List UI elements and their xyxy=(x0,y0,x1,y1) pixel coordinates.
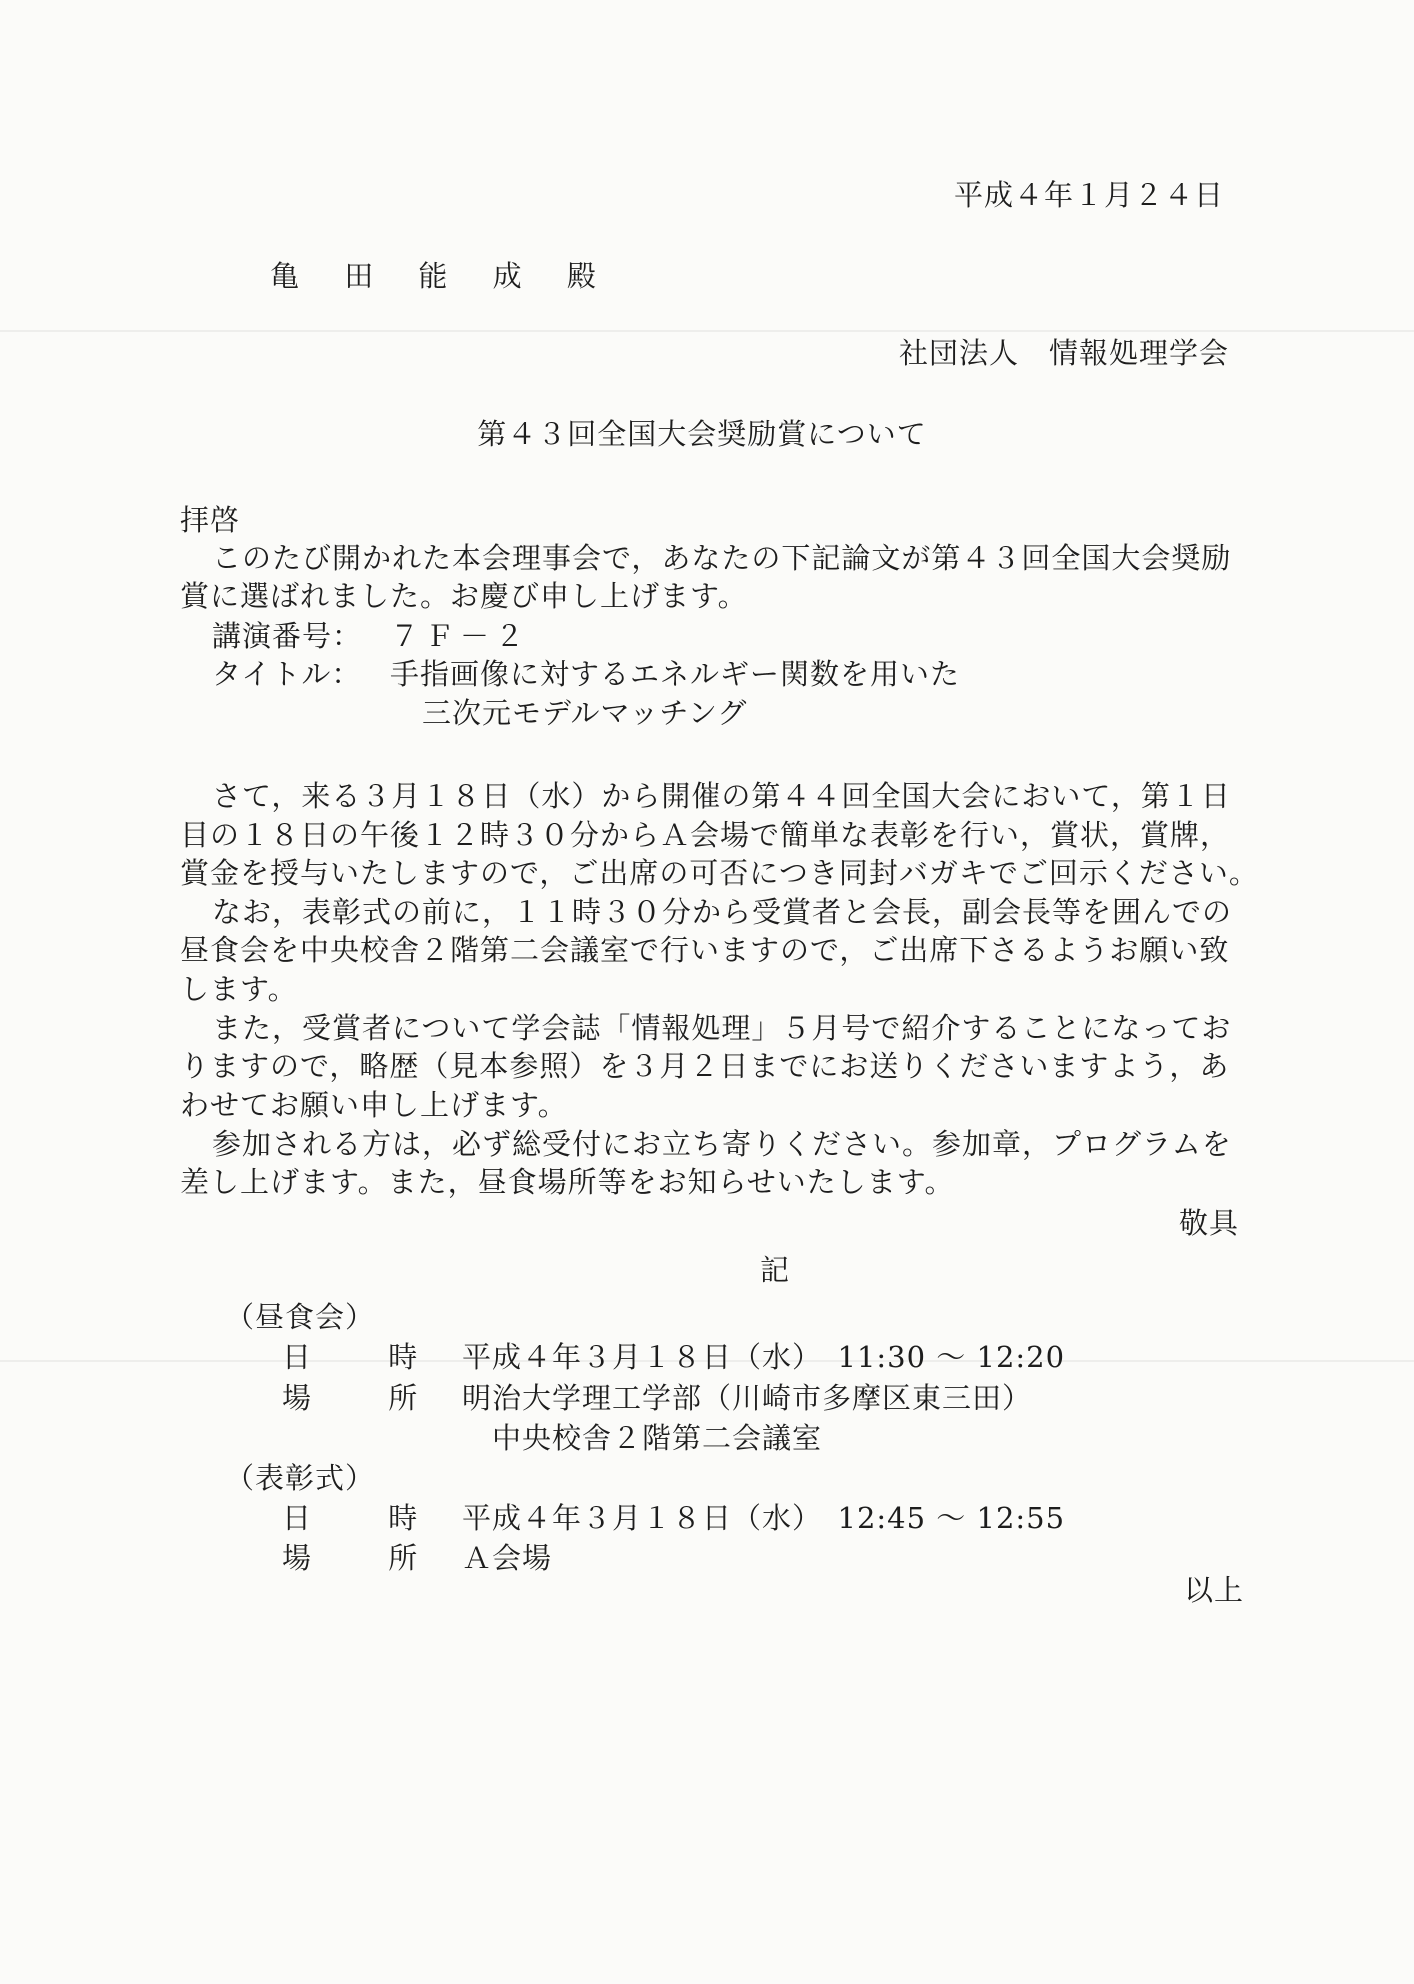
letter-date: 平成４年１月２４日 xyxy=(953,178,1224,212)
closing-keigu: 敬具 xyxy=(1178,1206,1239,1240)
ceremony-place-label: 場 所 xyxy=(282,1541,452,1575)
lecture-number-value: ７Ｆ－２ xyxy=(390,619,531,653)
para4-line2: りますので，略歴（見本参照）を３月２日までにお送りくださいますよう，あ xyxy=(180,1049,1230,1083)
paper-title-line1: 手指画像に対するエネルギー関数を用いた xyxy=(390,657,961,691)
ki-heading: 記 xyxy=(760,1253,791,1287)
paper-fold-line xyxy=(0,330,1414,332)
salutation: 拝啓 xyxy=(180,503,241,537)
lunch-heading: （昼食会） xyxy=(225,1300,376,1334)
letter-subject-text: 第４３回全国大会奨励賞について xyxy=(477,417,927,451)
lunch-time-value: 平成４年３月１８日（水） 11:30 ～ 12:20 xyxy=(462,1340,1066,1374)
lecture-number-label: 講演番号： xyxy=(212,619,363,653)
ceremony-time-value: 平成４年３月１８日（水） 12:45 ～ 12:55 xyxy=(462,1501,1066,1535)
para2-line1: さて，来る３月１８日（水）から開催の第４４回全国大会において，第１日 xyxy=(212,779,1231,813)
ceremony-time-label: 日 時 xyxy=(282,1501,452,1535)
paper-title-line2: 三次元モデルマッチング xyxy=(422,696,748,730)
ceremony-place-value: Ａ会場 xyxy=(462,1541,553,1575)
paper-title-label: タイトル： xyxy=(212,657,362,691)
para3-line2: 昼食会を中央校舎２階第二会議室で行いますので，ご出席下さるようお願い致 xyxy=(180,933,1230,967)
lunch-time-label: 日 時 xyxy=(282,1340,452,1374)
para1-line2: 賞に選ばれました。お慶び申し上げます。 xyxy=(180,579,748,613)
ceremony-heading: （表彰式） xyxy=(225,1461,376,1495)
lunch-place-line1: 明治大学理工学部（川崎市多摩区東三田） xyxy=(462,1381,1033,1415)
para3-line1: なお，表彰式の前に，１１時３０分から受賞者と会長，副会長等を囲んでの xyxy=(212,895,1233,929)
lunch-place-line2: 中央校舎２階第二会議室 xyxy=(492,1421,823,1455)
closing-ijou: 以上 xyxy=(1183,1573,1244,1607)
para2-line2: 目の１８日の午後１２時３０分からＡ会場で簡単な表彰を行い，賞状，賞牌， xyxy=(180,818,1231,852)
para2-line3: 賞金を授与いたしますので，ご出席の可否につき同封バガキでご回示ください。 xyxy=(180,856,1259,890)
para1-line1: このたび開かれた本会理事会で，あなたの下記論文が第４３回全国大会奨励 xyxy=(212,541,1232,575)
lunch-place-label: 場 所 xyxy=(282,1381,452,1415)
para4-line1: また，受賞者について学会誌「情報処理」５月号で紹介することになってお xyxy=(212,1011,1232,1045)
recipient-name: 亀 田 能 成 殿 xyxy=(270,259,614,293)
para5-line2: 差し上げます。また，昼食場所等をお知らせいたします。 xyxy=(180,1165,955,1199)
sender-org: 社団法人 情報処理学会 xyxy=(898,336,1229,370)
para4-line3: わせてお願い申し上げます。 xyxy=(180,1088,568,1122)
letter-subject xyxy=(0,414,1414,454)
para5-line1: 参加される方は，必ず総受付にお立ち寄りください。参加章，プログラムを xyxy=(212,1127,1232,1161)
para3-line3: します。 xyxy=(180,972,298,1006)
